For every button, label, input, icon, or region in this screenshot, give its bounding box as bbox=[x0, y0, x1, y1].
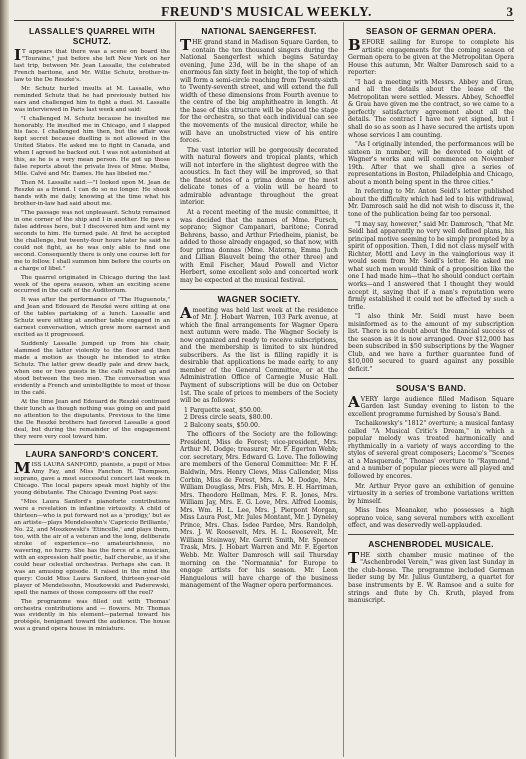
article-paragraph: The officers of the Society are the following: President, Miss de Forest; vice-president, Mrs. Arthur M. Dodge; treasurer, Mr. F. Egerton Webb; cor. secretary, Mrs. Edward G. Love. The following are members of the General Committee: Mr. F. H. Baldwin, Mrs. Henry Clews, Miss Callender, Miss Corbin, Miss de Forest, Mrs. A. M. Dodge, Mrs. William Douglass, Mrs. Fish, Mrs. E. H. Harriman, Mrs. Theodore Hellman, Mrs. F. R. Jones, Mrs. William Jay, Mrs. E. G. Love, Mrs. Alfred Loomis, Mrs. Wm. H. L. Lee, Mrs. J. Pierpont Morgan, Miss Laura Post, Mr. Jules Montant, Mr. J. Dyneley Prince, Mrs. Chas. Isdee Pardee, Mrs. Randolph, Mrs. J. W. Roosevelt, Mrs. H. L. Roosevelt, Mr. William Steinway, Mr. Gerrit Smith, Mr. Spencer Trask, Mrs. J. Hobart Warren and Mr. F. Egerton Webb. Mr. Walter Damrosch will sail Thursday morning on the "Normannia" for Europe to engage artists for his season. Mr. Leon Hanguelous will have charge of the business management of the Wagner opera performances. bbox=[180, 431, 338, 590]
article-heading: SEASON OF GERMAN OPERA. bbox=[365, 26, 497, 36]
article-paragraph: Tschaikowsky's "1812" overture; a musical fantasy called "A Musical Critic's Dream," in which a popular melody was treated harmonically and rhythmically in a variety of ways according to the styles of several great composers; Lacome's "Scenes at a Masquerade," Thomas' overture to "Raymond," and a number of popular pieces were all played and followed by encores. bbox=[348, 420, 514, 480]
article-separator bbox=[14, 444, 170, 445]
article-heading: LAURA SANFORD'S CONCERT. bbox=[25, 449, 159, 460]
article-separator bbox=[348, 534, 514, 535]
drop-cap: I bbox=[14, 46, 22, 64]
header-rule bbox=[14, 20, 514, 21]
article-paragraph: MISS LAURA SANFORD, pianiste, a pupil of Miss Amy Fay, and Miss Fanchon H. Thompson, soprano, gave a most successful concert last week in Chicago. The local papers speak most highly of the young débutante. The Chicago Evening Post says: bbox=[14, 459, 170, 497]
column-divider bbox=[343, 22, 344, 757]
article-paragraph: "I may say, however," said Mr. Damrosch, "that Mr. Seidl had apparently no very well defined plans, his principal motive seeming to be simply prompted by a spirit of opposition. Then, I did not class myself with Richter, Mottl and Levy in the vainglorious way it would seem from Mr. Seidl's letter. He asked me what such men would think of a proposition like the one I had made him—that he should conduct certain works—and I answered that I thought they would accept it, saying that if a man's reputation were firmly established it could not be affected by such a trifle. bbox=[348, 220, 514, 311]
drop-cap: T bbox=[180, 36, 192, 54]
drop-cap: A bbox=[180, 303, 192, 322]
article-paragraph: THE sixth chamber music matinee of the "Aschenbrodel Verein," was given last Sunday in the club-house. The programme included German lieder sung by Mr. Julius Guntzberg, a quartet for base instruments by E. W. Ramsoe and a suite for strings and flute by Ch. Kruth, played from manuscript. bbox=[348, 548, 514, 605]
article-paragraph: At a recent meeting of the music committee, it was decided that the names of Mme. Fursch, soprano; Signor Campanari, baritone; Conrad Behrens, basso, and Arthur Friedheim, pianist, be added to those already engaged, so that now, with four prima donnas (Mme. Materna, Emma Juch and Lillian Blauvelt being the other three) and with Emil Fischer, Maud Powell and Victor Herbert, some excellent solo and concerted work may be expected at the musical festival. bbox=[180, 209, 338, 284]
article-paragraph: At the time Jean and Edouard de Reszké continued their lunch as though nothing was going on and paid no attention to the disputants. Previous to the time the De Reszké brothers had favored Lassalle a good deal, but during the remainder of the engagement they were very cool toward him. bbox=[14, 398, 170, 440]
price-item: 1 Parquette seat, $50.00. bbox=[184, 406, 263, 414]
column-divider bbox=[175, 22, 176, 757]
article-paragraph: BEFORE sailing for Europe to complete his artistic engagements for the coming season of German opera to be given at the Metropolitan Opera House this autumn, Mr. Walter Damrosch said to a reporter: bbox=[348, 36, 514, 77]
price-item: 2 Balcony seats, $50.00. bbox=[184, 421, 260, 429]
article-paragraph: Mr. Arthur Pryor gave an exhibition of genuine virtuosity in a series of trombone variations written by himself. bbox=[348, 482, 514, 505]
article-paragraph: THE grand stand in Madison Square Garden, to contain the ten thousand singers during the National Saengerfest which begins Saturday evening, June 23d, will be in the shape of an enormous fan sixty feet in height, the top of which will form a semi-circle reaching from Twenty-sixth to Twenty-seventh street, and will extend the full width of these dimensions from Fourth avenue to the centre of the big amphitheatre in length. At the base of this structure will be placed the stage for the orchestra, so that each individual can see the movements of the musical director, while he will have an unobstructed view of his entire forces. bbox=[180, 36, 338, 145]
article-paragraph: A meeting was held last week at the residence of Mr. J. Hobart Warren, 103 Park avenue, at which the final arrangements for Wagner Opera next autumn were made. The Wagner Society is now organized and ready to receive subscriptions, and the membership is limited to six hundred subscribers. As the list is filling rapidly it is desirable that applications be made early, to any member of the General Committee, or at the Administration Office of Carnegie Music Hall. Payment of subscriptions will be due on October 1st. The scale of prices to members of the Society will be as follows: bbox=[180, 303, 338, 405]
article-paragraph: The quarrel originated in Chicago during the last week of the opera season, when an exciting scene occurred in the café of the Auditorium. bbox=[14, 274, 170, 295]
page-number: 3 bbox=[506, 4, 513, 19]
article-heading: SOUSA'S BAND. bbox=[395, 382, 467, 393]
column-middle bbox=[180, 22, 338, 757]
article-paragraph: Then M. Lassalle said:—"I looked upon M. Jean de Reszké as a friend. I can do so no longer. He shook hands with me daily, knowing at the time what his brother-in-law had said about me. bbox=[14, 180, 170, 208]
price-list bbox=[184, 407, 338, 430]
article-separator bbox=[348, 378, 514, 379]
article-heading: LASSALLE'S QUARREL WITH SCHUTZ. bbox=[29, 26, 155, 46]
drop-cap: T bbox=[348, 548, 360, 567]
article-paragraph: "I had a meeting with Messrs. Abbey and Gran, and all the details about the lease of the Metropolitan were settled. Messrs. Abbey, Schoeffel & Grau have given me the contract, so we came to a perfectly satisfactory agreement about all the details. The contract I have not yet signed, but I shall do so as soon as I have secured the artists upon whose services I am counting. bbox=[348, 78, 514, 139]
page-header bbox=[14, 4, 519, 20]
article-paragraph: The vast interior will be gorgeously decorated with natural flowers and tropical plants, which will not interfere in the slightest degree with the acoustics. In fact they will be improved, so that the finest notes of a prima donna or the most delicate tones of a violin will be heard to admirable advantage throughout the great interior. bbox=[180, 146, 338, 207]
article-separator bbox=[180, 289, 338, 290]
article-paragraph: "I challenged M. Schutz because he insulted me honorably. He insulted me in Chicago, and I slapped his face. I challenged him then, but the affair was kept secret because duelling is not allowed in the United States. He asked me to fight in Canada, and when I agreed he backed out. I was not astonished at this, as he is a very mean person. He got up those false reports about the private lives of Mme. Melba, Mlle. Calvé and Mr. Eames. He has libeled me." bbox=[14, 115, 170, 178]
column-left bbox=[14, 22, 170, 757]
article-paragraph: In referring to Mr. Anton Seidl's letter published about the difficulty which had led to his withdrawal, Mr. Damrosch said he did not wish to discuss it, the tone of the publication being far too personal. bbox=[348, 188, 514, 219]
article-paragraph: I T appears that there was a scene on board the "Touraine," just before she left New York on her last trip, between Mr. Jean Lassalle, the celebrated French baritone, and Mr. Willie Schutz, brother-in-law to the De Reszké's. bbox=[14, 46, 170, 83]
drop-cap: B bbox=[348, 36, 361, 54]
article-heading: ASCHENBRODEL MUSICALE. bbox=[368, 538, 494, 549]
article-heading: NATIONAL SAENGERFEST. bbox=[201, 26, 317, 36]
price-item: 2 Dress circle seats, $80.00. bbox=[184, 414, 273, 422]
column-right bbox=[348, 22, 514, 757]
article-paragraph: Miss Ines Meanaker, who possesses a high soprano voice, sang several numbers with excellent effect, and was deservedly well-applauded. bbox=[348, 507, 514, 530]
article-paragraph: It was after the performance of "The Huguenots," and Jean and Edouard de Reszké were sitting at one of the tables partaking of a lunch. Lassalle and Schutz were sitting at another table engaged in an earnest conversation, which grew more earnest and excited as it progressed. bbox=[14, 297, 170, 339]
article-heading: WAGNER SOCIETY. bbox=[217, 293, 301, 304]
page-binding bbox=[0, 0, 9, 759]
article-paragraph: Mr. Schutz hurled insults at M. Lassalle, who reminded Schutz that he had previously butted his ears and challenged him to fight a duel. M. Lassalle was interviewed in Paris last week and said: bbox=[14, 85, 170, 113]
masthead: FREUND'S MUSICAL WEEKLY. bbox=[161, 4, 372, 19]
article-paragraph: Suddenly Lassalle jumped up from his chair, slammed the latter violently to the floor and then made a motion as though he intended to strike Schutz. The latter grew deadly pale and drew back, when one or two guests in the café rushed up and stood between the two men. The conversation was evidently a French and unintelligible to most of those in the café. bbox=[14, 341, 170, 396]
article-paragraph: "Miss Laura Sanford's pianoforte contributions were a revelation in infantine virtuosity. A child of thirteen—who is put forward not as a 'prodigy,' but as an artiste—plays Mendelssohn's 'Capriccio Brilliante,' No. 22, and Moszkowski's 'Etincelle,' and plays them, too, with the air of a veteran and the long, deliberate stroke of experience—no amateurishness, no wavering, no hurry. She has the force of a musician, with an expression half poetic, half cherubic, as if she could hear celestial orchestras. Perhaps she can. It was an amusing episode. It raised in the mind the query: Could Miss Laura Sanford, thirteen-year-old player of Mendelssohn, Moszkowski and Paderewski, spell the names of those composers off the reel? bbox=[14, 499, 170, 596]
drop-cap: A bbox=[348, 392, 360, 411]
article-paragraph: "The passage was not unpleasant. Schutz remained in one corner of the ship and I in another. He gave a false address here, but I discovered him and sent my seconds to him. He turned pale. At first he accepted the challenge, but twenty-four hours later he said he could not fight, as he was only able to find one second. Consequently there is only one course left for me to follow. I shall summon him before the courts on a charge of libel." bbox=[14, 209, 170, 272]
article-paragraph: A VERY large audience filled Madison Square Garden last Sunday evening to listen to the excellent programme furnished by Sousa's Band. bbox=[348, 392, 514, 418]
article-paragraph: "As I originally intended, the performances will be sixteen in number, will be devoted to eight of Wagner's works and will commence on November 19th. After that we shall give a series of representations in Boston, Philadelphia and Chicago, about a month being spent in the three cities." bbox=[348, 141, 514, 186]
drop-cap: M bbox=[14, 459, 31, 478]
article-paragraph: "I also think Mr. Seidl must have been misinformed as to the amount of my subscription list. There is no doubt about the financial success of the season as it is now arranged. Over $12,000 has been subscribed in $50 subscriptions by the Wagner Club, and we have a further guarantee fund of $10,000 secured to guard against any possible deficit." bbox=[348, 313, 514, 373]
article-paragraph: The programme was filled out with Thomas' orchestra contributions and — flowers. Mr. Thomas was evidently in his element—paternal toward his protégée, benignant toward the audience. The house was a grand opera house in miniature. bbox=[14, 598, 170, 633]
